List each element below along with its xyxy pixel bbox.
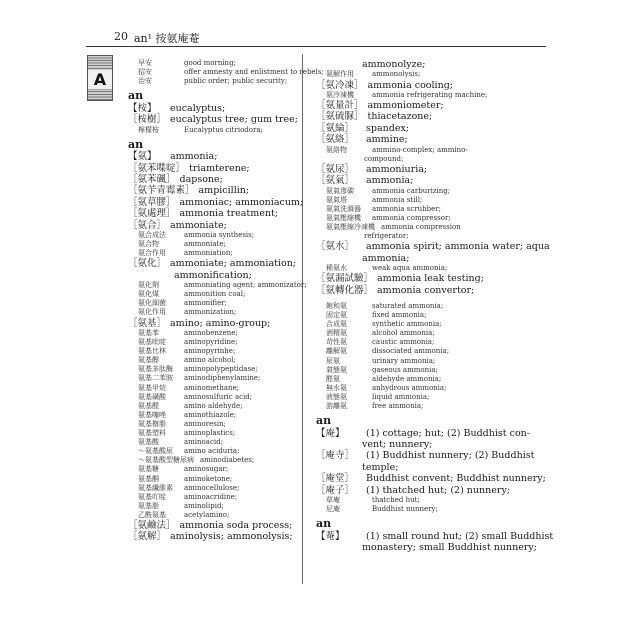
definition: gaseous ammonia;: [372, 365, 438, 374]
headword: ［氨漏試驗］: [316, 273, 374, 285]
definition: synthetic ammonia;: [372, 320, 442, 329]
definition: offer amnesty and enlistment to rebels;: [184, 68, 324, 77]
subentry-line: [138, 232, 254, 239]
headword: 氨氣滲碳: [326, 186, 354, 195]
definition: urinary ammonia;: [372, 356, 436, 365]
headword: 氣態氨: [326, 365, 347, 374]
subentry-line: [138, 457, 254, 464]
definition: aminomethane;: [184, 383, 240, 392]
subentry-line: [364, 156, 403, 163]
definition: ammonization;: [184, 308, 237, 317]
subentry-line: [138, 430, 235, 437]
headword: ～氨基酸尿: [138, 447, 173, 456]
definition: refrigerator;: [364, 232, 409, 241]
headword: 氨基比林: [138, 347, 166, 356]
subentry-line: [326, 321, 442, 328]
headword: ［庵子］: [316, 484, 355, 496]
headword: 氨氣壓縮冷凍機: [326, 223, 375, 231]
headword: 氨基多肽酶: [138, 365, 173, 374]
definition: triamterene;: [189, 162, 250, 174]
subentry-line: [362, 463, 398, 473]
subentry-line: [138, 330, 238, 337]
definition: ammonia synthesis;: [184, 231, 255, 239]
subentry-line: [138, 466, 228, 473]
definition: aminothiazole;: [184, 410, 237, 419]
headword: 草庵: [326, 496, 340, 504]
entry-line: [316, 242, 550, 252]
entry-line: [128, 104, 225, 114]
definition: ammonia still;: [372, 195, 423, 204]
subentry-line: [326, 403, 423, 410]
definition: temple;: [362, 461, 399, 473]
definition: ammoniate;: [170, 219, 227, 231]
definition: amino aldehyde;: [184, 401, 243, 410]
headword: ［氨水］: [316, 241, 355, 253]
definition: aminosugar;: [184, 465, 229, 474]
definition: ammoniating agent; ammonizator;: [184, 281, 307, 290]
thumb-index-tab: [87, 55, 113, 101]
subentry-line: [326, 71, 420, 78]
subentry-line: [326, 92, 487, 99]
entry-line: [128, 164, 250, 174]
definition: ammonia carburizing;: [372, 186, 451, 195]
headword: 醛氨: [326, 374, 340, 383]
headword: ［氨基］: [128, 317, 167, 329]
subentry-line: [326, 265, 447, 272]
definition: amino; amino-group;: [170, 317, 271, 329]
definition: amino aciduria;: [184, 447, 240, 456]
subentry-line: [138, 69, 324, 76]
subentry-line: [138, 394, 252, 401]
entry-line: [128, 532, 293, 542]
subentry-line: [326, 206, 441, 213]
entry-line: [128, 319, 270, 329]
headword: 治安: [138, 77, 152, 86]
headword: 合成氨: [326, 320, 347, 329]
subentry-line: [138, 291, 245, 298]
subentry-line: [138, 250, 233, 257]
subentry-line: [138, 439, 223, 446]
section-heading: [316, 518, 331, 529]
entry-line: [316, 81, 453, 91]
subentry-line: [326, 394, 429, 401]
definition: thatched hut;: [372, 496, 420, 504]
definition: weak aqua ammonia;: [372, 264, 448, 272]
subentry-line: [326, 339, 434, 346]
headword: 氨基吖啶: [138, 492, 166, 501]
definition: amino alcohol;: [184, 356, 236, 365]
headword: 酒精氨: [326, 329, 347, 338]
headword: 【桉】: [128, 102, 157, 114]
definition: an: [316, 414, 332, 428]
headword: 氨基噻唑: [138, 410, 166, 419]
headword: 氨基甲烷: [138, 383, 166, 392]
definition: ammonia compressor;: [372, 213, 451, 222]
subentry-line: [138, 403, 242, 410]
definition: aminoresin;: [184, 419, 226, 428]
subentry-line: [138, 300, 227, 307]
subentry-line: [138, 375, 260, 382]
definition: ammonia leak testing;: [377, 273, 484, 285]
headword: ［氨苯碸］: [128, 174, 176, 185]
definition: vent; nunnery;: [362, 439, 433, 450]
headword: ［氨鹼法］: [128, 520, 176, 531]
definition: an: [316, 517, 332, 531]
headword: ［氨苯喋啶］: [128, 162, 186, 174]
subentry-line: [138, 60, 236, 67]
header-rule: [86, 46, 546, 47]
headword: ［氨硫脲］: [316, 111, 364, 123]
definition: ammino-complex; ammino-: [372, 145, 468, 154]
subentry-line: [326, 376, 441, 383]
headword: 氨合成法: [138, 231, 166, 239]
definition: (1) thatched hut; (2) nunnery;: [366, 484, 511, 496]
definition: ammonia treatment;: [179, 208, 278, 220]
headword: 固定氨: [326, 311, 347, 319]
definition: dapsone;: [179, 174, 223, 185]
tab-letter: A: [88, 70, 112, 89]
subentry-line: [326, 215, 451, 222]
headword: 檸檬桉: [138, 125, 159, 134]
definition: aminoplastics;: [184, 429, 236, 437]
entry-line: [316, 274, 484, 284]
entry-line: [316, 286, 474, 296]
headword: ［庵堂］: [316, 473, 355, 485]
definition: dissociated ammonia;: [372, 347, 450, 356]
definition: fixed ammonia;: [372, 311, 427, 319]
definition: eucalyptus tree; gum tree;: [170, 114, 298, 126]
definition: an: [128, 137, 144, 151]
subentry-line: [362, 254, 409, 264]
subentry-line: [326, 330, 435, 337]
headword: 氨合物: [138, 240, 159, 249]
headword: ［氨氣］: [316, 175, 355, 187]
headword: 苛性氨: [326, 338, 347, 347]
entry-line: [128, 115, 298, 125]
headword: 游離氨: [326, 402, 347, 410]
definition: ammonia;: [366, 175, 414, 187]
definition: good morning;: [184, 59, 236, 67]
definition: an: [128, 89, 144, 103]
subentry-line: [138, 127, 263, 134]
definition: aldehyde ammonia;: [372, 374, 442, 383]
definition: ammonia cooling;: [367, 79, 453, 91]
headword: ［氨轉化器］: [316, 284, 374, 296]
entry-line: [128, 175, 223, 185]
entry-line: [316, 474, 546, 484]
headword: 氨氣洗滌器: [326, 204, 361, 213]
headword: 氨基醛: [138, 401, 159, 410]
definition: ammoniate;: [184, 240, 226, 249]
subentry-line: [326, 147, 468, 154]
column-divider: [302, 54, 303, 584]
section-heading: [128, 90, 143, 101]
subentry-line: [138, 512, 229, 519]
definition: ammonolysis;: [372, 70, 421, 79]
headword: 【菴】: [316, 530, 345, 542]
section-heading: [316, 415, 331, 426]
headword: ［氨量計］: [316, 100, 364, 111]
headword: 離解氨: [326, 347, 347, 356]
definition: aminodiabetes;: [200, 456, 255, 465]
definition: Eucalyptus citriodora;: [184, 125, 263, 134]
definition: compound;: [364, 154, 404, 163]
headword: ［氨冷凍］: [316, 79, 364, 91]
definition: Buddhist convent; Buddhist nunnery;: [366, 473, 546, 485]
headword: ［氨化］: [128, 258, 167, 270]
entry-line: [316, 101, 444, 111]
definition: ammonia soda process;: [179, 520, 293, 531]
entry-line: [316, 486, 510, 496]
definition: ammonia;: [362, 252, 410, 264]
definition: Buddhist nunnery;: [372, 505, 438, 514]
definition: free ammonia;: [372, 402, 424, 410]
headword: 氨化煤: [138, 290, 159, 299]
headword: 尼庵: [326, 505, 340, 514]
headword: ［氨絡］: [316, 134, 355, 146]
subentry-line: [138, 282, 307, 289]
definition: aminocellulose;: [184, 483, 240, 492]
entry-line: [316, 112, 432, 122]
definition: spandex;: [366, 122, 410, 134]
headword: 無水氨: [326, 383, 347, 392]
subentry-line: [362, 440, 432, 450]
headword: 氨氣壓縮機: [326, 213, 361, 222]
definition: aminolipid;: [184, 501, 224, 510]
subentry-line: [138, 412, 236, 419]
subentry-line: [138, 339, 238, 346]
entry-line: [316, 165, 427, 175]
subentry-line: [138, 309, 236, 316]
entry-line: [128, 209, 278, 219]
headword: ［氨處理］: [128, 208, 176, 220]
headword: 稀氨水: [326, 264, 347, 272]
definition: aminoketone;: [184, 474, 233, 483]
definition: ammoniac; ammoniacum;: [179, 196, 304, 208]
headword: 氨基醇: [138, 356, 159, 365]
subentry-line: [362, 543, 537, 553]
headword: 氨化劑: [138, 281, 159, 290]
definition: liquid ammonia;: [372, 392, 430, 401]
definition: (1) cottage; hut; (2) Buddhist con-: [366, 427, 530, 439]
entry-line: [316, 532, 553, 542]
subentry-line: [364, 233, 409, 240]
subentry-line: [362, 60, 425, 70]
entry-line: [128, 152, 217, 162]
headword: 早安: [138, 59, 152, 67]
subentry-line: [174, 271, 252, 281]
definition: ammonia;: [170, 151, 218, 163]
subentry-line: [326, 367, 438, 374]
subentry-line: [138, 366, 258, 373]
entry-line: [128, 198, 303, 208]
headword: 氨冷凍機: [326, 90, 354, 99]
headword: 氨化作用: [138, 308, 166, 317]
definition: ammonia convertor;: [377, 284, 475, 296]
subentry-line: [326, 224, 461, 231]
headword: 氨合作用: [138, 249, 166, 258]
headword: ［氨尿］: [316, 163, 355, 175]
headword: 氨基吡啶: [138, 338, 166, 346]
subentry-line: [138, 503, 224, 510]
headword: 【庵】: [316, 427, 345, 439]
headword: ［氨苄青霉素］: [128, 185, 195, 197]
headword: 尿氨: [326, 356, 340, 365]
headword: 氨基苯: [138, 328, 159, 337]
definition: ammonifier;: [184, 299, 227, 308]
headword: 氨基糖: [138, 465, 159, 474]
headword: ～氨基酸型糖尿病: [138, 456, 194, 465]
headword: ［氨草膠］: [128, 196, 176, 208]
definition: aminoacridine;: [184, 492, 238, 501]
definition: ammoniation;: [184, 249, 233, 258]
subentry-line: [138, 241, 226, 248]
definition: aminobenzene;: [184, 328, 238, 337]
definition: eucalyptus;: [170, 102, 226, 114]
definition: ammonification;: [174, 269, 252, 281]
definition: ammonia spirit; ammonia water; aqua: [366, 241, 550, 253]
definition: ammonition coal;: [184, 290, 246, 299]
headword: 氨基塑料: [138, 429, 166, 437]
headword: 氨氣塔: [326, 195, 347, 204]
headword: ［庵寺］: [316, 450, 355, 462]
subentry-line: [138, 448, 239, 455]
subentry-line: [138, 357, 236, 364]
headword: 氨基二苯胺: [138, 374, 173, 383]
subentry-line: [138, 348, 235, 355]
headword: 氨基脂: [138, 501, 159, 510]
definition: thiacetazone;: [367, 111, 433, 123]
headword: ［氨解］: [128, 531, 167, 543]
definition: alcohol ammonia;: [372, 329, 435, 338]
definition: ampicillin;: [198, 185, 250, 197]
headword: 氨絡物: [326, 145, 347, 154]
headword: 【氨】: [128, 151, 157, 163]
headword: 氨基酮: [138, 474, 159, 483]
entry-line: [128, 221, 227, 231]
headword: 氨基纖維素: [138, 483, 173, 492]
definition: aminodiphenylamine;: [184, 374, 261, 383]
definition: ammonia compression: [381, 223, 461, 231]
definition: ammoniometer;: [367, 100, 444, 111]
subentry-line: [326, 188, 450, 195]
entry-line: [316, 176, 413, 186]
headword: 氨解作用: [326, 70, 354, 79]
entry-line: [128, 259, 296, 269]
definition: anhydrous ammonia;: [372, 383, 447, 392]
definition: aminolysis; ammonolysis;: [170, 531, 293, 543]
definition: aminopyrinhe;: [184, 347, 236, 356]
headword: 氨基磺酸: [138, 392, 166, 401]
subentry-line: [326, 348, 449, 355]
subentry-line: [138, 494, 237, 501]
section-heading: [128, 139, 143, 150]
headword: ［氨合］: [128, 219, 167, 231]
subentry-line: [326, 197, 422, 204]
definition: acetylamino;: [184, 510, 230, 519]
definition: aminosulfuric acid;: [184, 392, 253, 401]
entry-line: [316, 135, 408, 145]
running-head: an¹ 按氨庵菴: [134, 32, 200, 45]
entry-line: [316, 124, 409, 134]
headword: 液態氨: [326, 392, 347, 401]
subentry-line: [138, 485, 239, 492]
headword: 招安: [138, 68, 152, 77]
definition: (1) small round hut; (2) small Buddhist: [366, 530, 554, 542]
headword: ［氨綸］: [316, 122, 355, 134]
headword: 氨基樹脂: [138, 419, 166, 428]
definition: public order; public security;: [184, 77, 288, 86]
headword: 飽和氨: [326, 301, 347, 310]
definition: aminoacid;: [184, 438, 223, 447]
subentry-line: [326, 385, 446, 392]
subentry-line: [326, 303, 443, 310]
definition: ammoniate; ammoniation;: [170, 258, 297, 270]
subentry-line: [326, 312, 426, 319]
headword: ［桉樹］: [128, 114, 167, 126]
subentry-line: [326, 497, 420, 504]
headword: 氨基酸: [138, 438, 159, 447]
entry-line: [128, 521, 292, 531]
page-number: 20: [114, 30, 128, 43]
entry-line: [316, 451, 534, 461]
subentry-line: [326, 358, 435, 365]
definition: ammine;: [366, 134, 408, 146]
definition: ammonia refrigerating machine;: [372, 90, 488, 99]
definition: caustic ammonia;: [372, 338, 435, 347]
entry-line: [128, 186, 249, 196]
subentry-line: [138, 421, 226, 428]
subentry-line: [138, 385, 239, 392]
definition: aminopyridine;: [184, 338, 238, 346]
subentry-line: [138, 78, 287, 85]
definition: aminopolypeptidase;: [184, 365, 258, 374]
definition: (1) Buddhist nunnery; (2) Buddhist: [366, 450, 535, 462]
definition: saturated ammonia;: [372, 301, 444, 310]
definition: monastery; small Buddhist nunnery;: [362, 542, 537, 554]
headword: 乙酰氨基: [138, 510, 166, 519]
subentry-line: [326, 506, 438, 513]
definition: ammonia scrubber;: [372, 204, 441, 213]
headword: 氨化細菌: [138, 299, 166, 308]
entry-line: [316, 429, 530, 439]
subentry-line: [138, 476, 232, 483]
definition: ammoniuria;: [366, 163, 428, 175]
page-header: [86, 28, 546, 46]
definition: ammonolyze;: [362, 59, 426, 70]
